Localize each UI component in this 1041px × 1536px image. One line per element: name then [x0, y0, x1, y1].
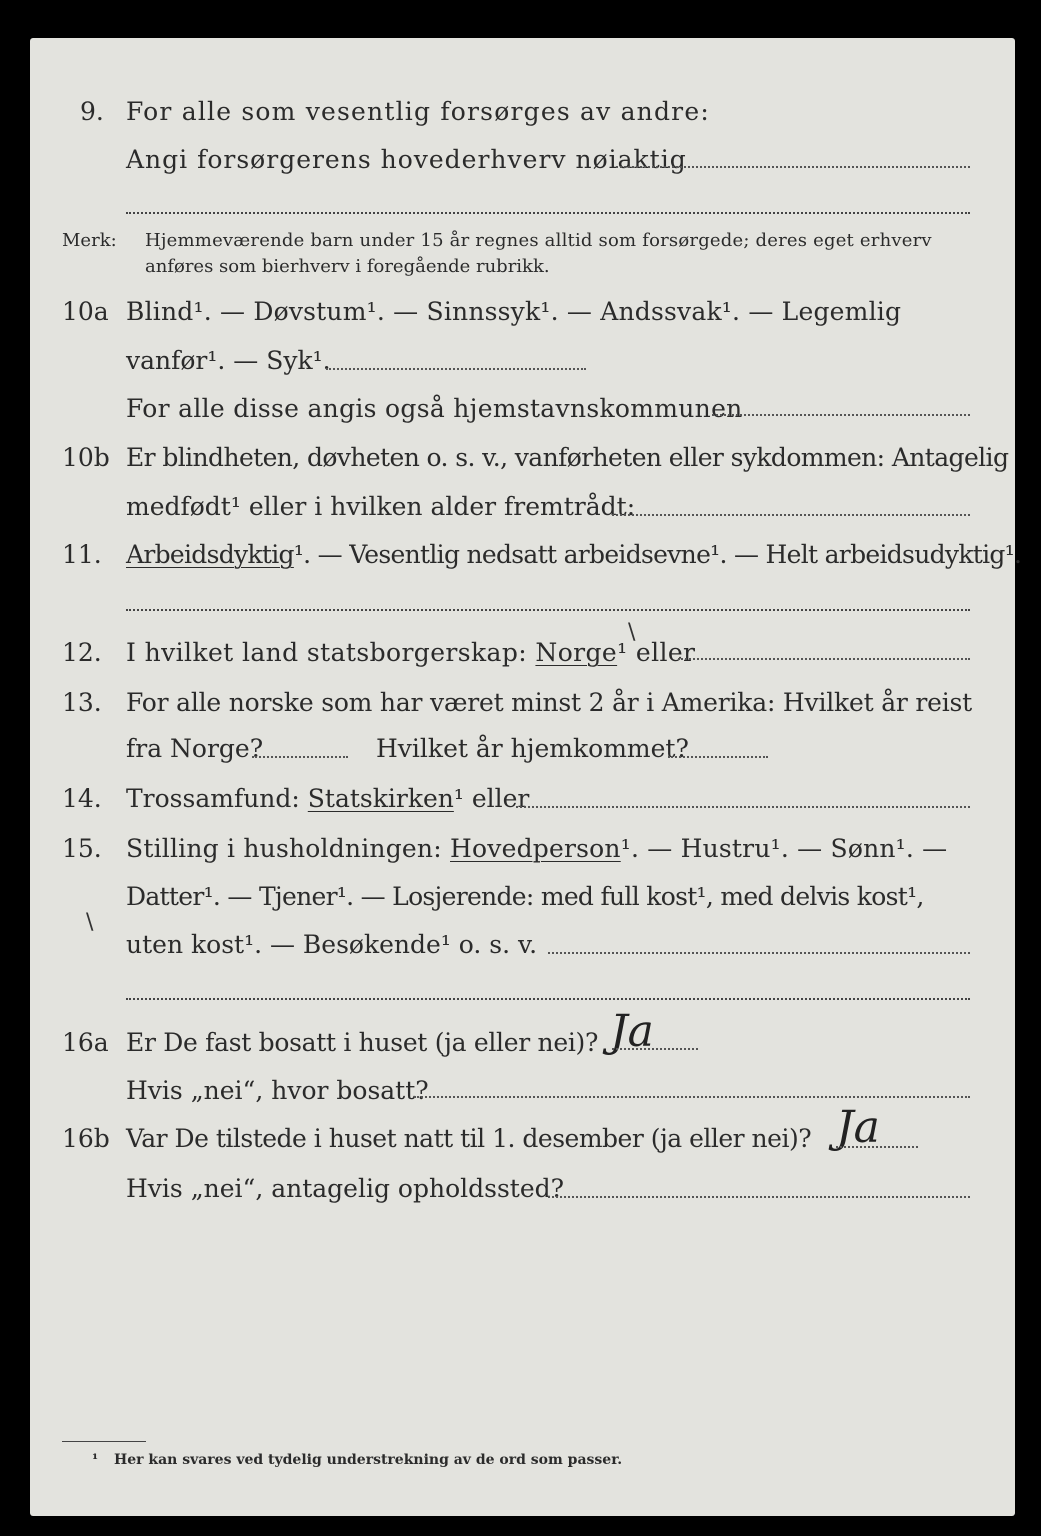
- q13-return-year-field[interactable]: [668, 756, 768, 758]
- pencil-tick-icon: \: [86, 910, 94, 935]
- q14-answer-field[interactable]: [516, 806, 970, 808]
- q15-answer-field[interactable]: [548, 952, 970, 954]
- q16b-whereabouts-field[interactable]: [548, 1196, 970, 1198]
- q15-underlined-choice: Hovedperson: [450, 834, 621, 863]
- q11-underlined-choice: Arbeidsdyktig: [126, 540, 294, 569]
- q16b-answer-field[interactable]: [836, 1146, 918, 1148]
- q14-line: [126, 784, 529, 814]
- q14-question: Trossamfund:: [126, 784, 300, 813]
- q13-line2b: Hvilket år hjemkommet?: [376, 734, 689, 763]
- q16b-number: 16b: [62, 1124, 110, 1153]
- q15-post: ¹. — Hustru¹. — Sønn¹. —: [620, 834, 948, 863]
- q16b-line1: Var De tilstede i huset natt til 1. desember (ja eller nei)?: [126, 1124, 812, 1153]
- q10a-hometown-field[interactable]: [712, 414, 970, 416]
- q10a-line1: Blind¹. — Døvstum¹. — Sinnssyk¹. — Andssvak¹. — Legemlig: [126, 297, 902, 326]
- q16b-line2: Hvis „nei“, antagelig opholdssted?: [126, 1174, 565, 1203]
- q9-line2: Angi forsørgerens hovederhverv nøiaktig: [126, 145, 687, 174]
- q14-underlined-choice: Statskirken: [307, 784, 454, 813]
- q16b-handwritten-answer: Ja: [836, 1102, 880, 1153]
- q10a-line3: For alle disse angis også hjemstavnskommunen: [126, 394, 743, 423]
- merk-line1: Hjemmeværende barn under 15 år regnes alltid som forsørgede; deres eget erhverv: [145, 230, 932, 251]
- footnote-separator: [62, 1441, 146, 1442]
- merk-line2: anføres som bierhverv i foregående rubrikk.: [145, 256, 550, 277]
- q10b-line2: medfødt¹ eller i hvilken alder fremtrådt:: [126, 492, 636, 521]
- q10a-line2: vanfør¹. — Syk¹.: [126, 346, 331, 375]
- q12-post: ¹ eller: [617, 638, 696, 667]
- q15-question: Stilling i husholdningen:: [126, 834, 442, 863]
- q12-number: 12.: [62, 638, 102, 667]
- pencil-tick-icon: \: [628, 620, 636, 645]
- footnote-mark: ¹: [92, 1452, 99, 1468]
- q10b-answer-field[interactable]: [612, 514, 970, 516]
- q15-extra-answer-line[interactable]: [126, 998, 970, 1000]
- q11-number: 11.: [62, 540, 102, 569]
- q13-departure-year-field[interactable]: [252, 756, 348, 758]
- footnote-text: Her kan svares ved tydelig understrekning av de ord som passer.: [114, 1452, 623, 1468]
- q10b-line1: Er blindheten, døvheten o. s. v., vanførheten eller sykdommen: Antagelig: [126, 443, 1009, 472]
- q14-post: ¹ eller: [453, 784, 530, 813]
- q16a-residence-field[interactable]: [414, 1096, 970, 1098]
- q11-rest: ¹. — Vesentlig nedsatt arbeidsevne¹. — Helt arbeidsudyktig¹.: [293, 540, 1022, 569]
- q13-line2a: fra Norge?: [126, 734, 264, 763]
- q9-extra-answer-line[interactable]: [126, 212, 970, 214]
- q9-answer-field[interactable]: [616, 166, 970, 168]
- q12-answer-field[interactable]: [678, 658, 970, 660]
- q13-number: 13.: [62, 688, 102, 717]
- q10a-number: 10a: [62, 297, 109, 326]
- q12-line: [126, 638, 695, 668]
- merk-label: Merk:: [62, 230, 117, 251]
- q12-question: I hvilket land statsborgerskap:: [126, 638, 528, 667]
- q9-line1: For alle som vesentlig forsørges av andre:: [126, 97, 710, 126]
- q12-underlined-choice: Norge: [535, 638, 618, 667]
- q15-line2: Datter¹. — Tjener¹. — Losjerende: med full kost¹, med delvis kost¹,: [126, 882, 924, 911]
- q13-line1: For alle norske som har været minst 2 år i Amerika: Hvilket år reist: [126, 688, 973, 717]
- q15-number: 15.: [62, 834, 102, 863]
- q16a-answer-field[interactable]: [612, 1048, 698, 1050]
- q10a-answer-field[interactable]: [326, 368, 586, 370]
- q11-line: [126, 540, 1021, 570]
- q11-answer-line[interactable]: [126, 609, 970, 611]
- q16a-line1: Er De fast bosatt i huset (ja eller nei)?: [126, 1028, 599, 1057]
- q10b-number: 10b: [62, 443, 110, 472]
- q16a-line2: Hvis „nei“, hvor bosatt?: [126, 1076, 429, 1105]
- q14-number: 14.: [62, 784, 102, 813]
- q15-line1: [126, 834, 947, 864]
- q15-line3: uten kost¹. — Besøkende¹ o. s. v.: [126, 930, 538, 959]
- q16a-number: 16a: [62, 1028, 109, 1057]
- q16a-handwritten-answer: Ja: [610, 1006, 654, 1057]
- q9-number: 9.: [80, 97, 104, 126]
